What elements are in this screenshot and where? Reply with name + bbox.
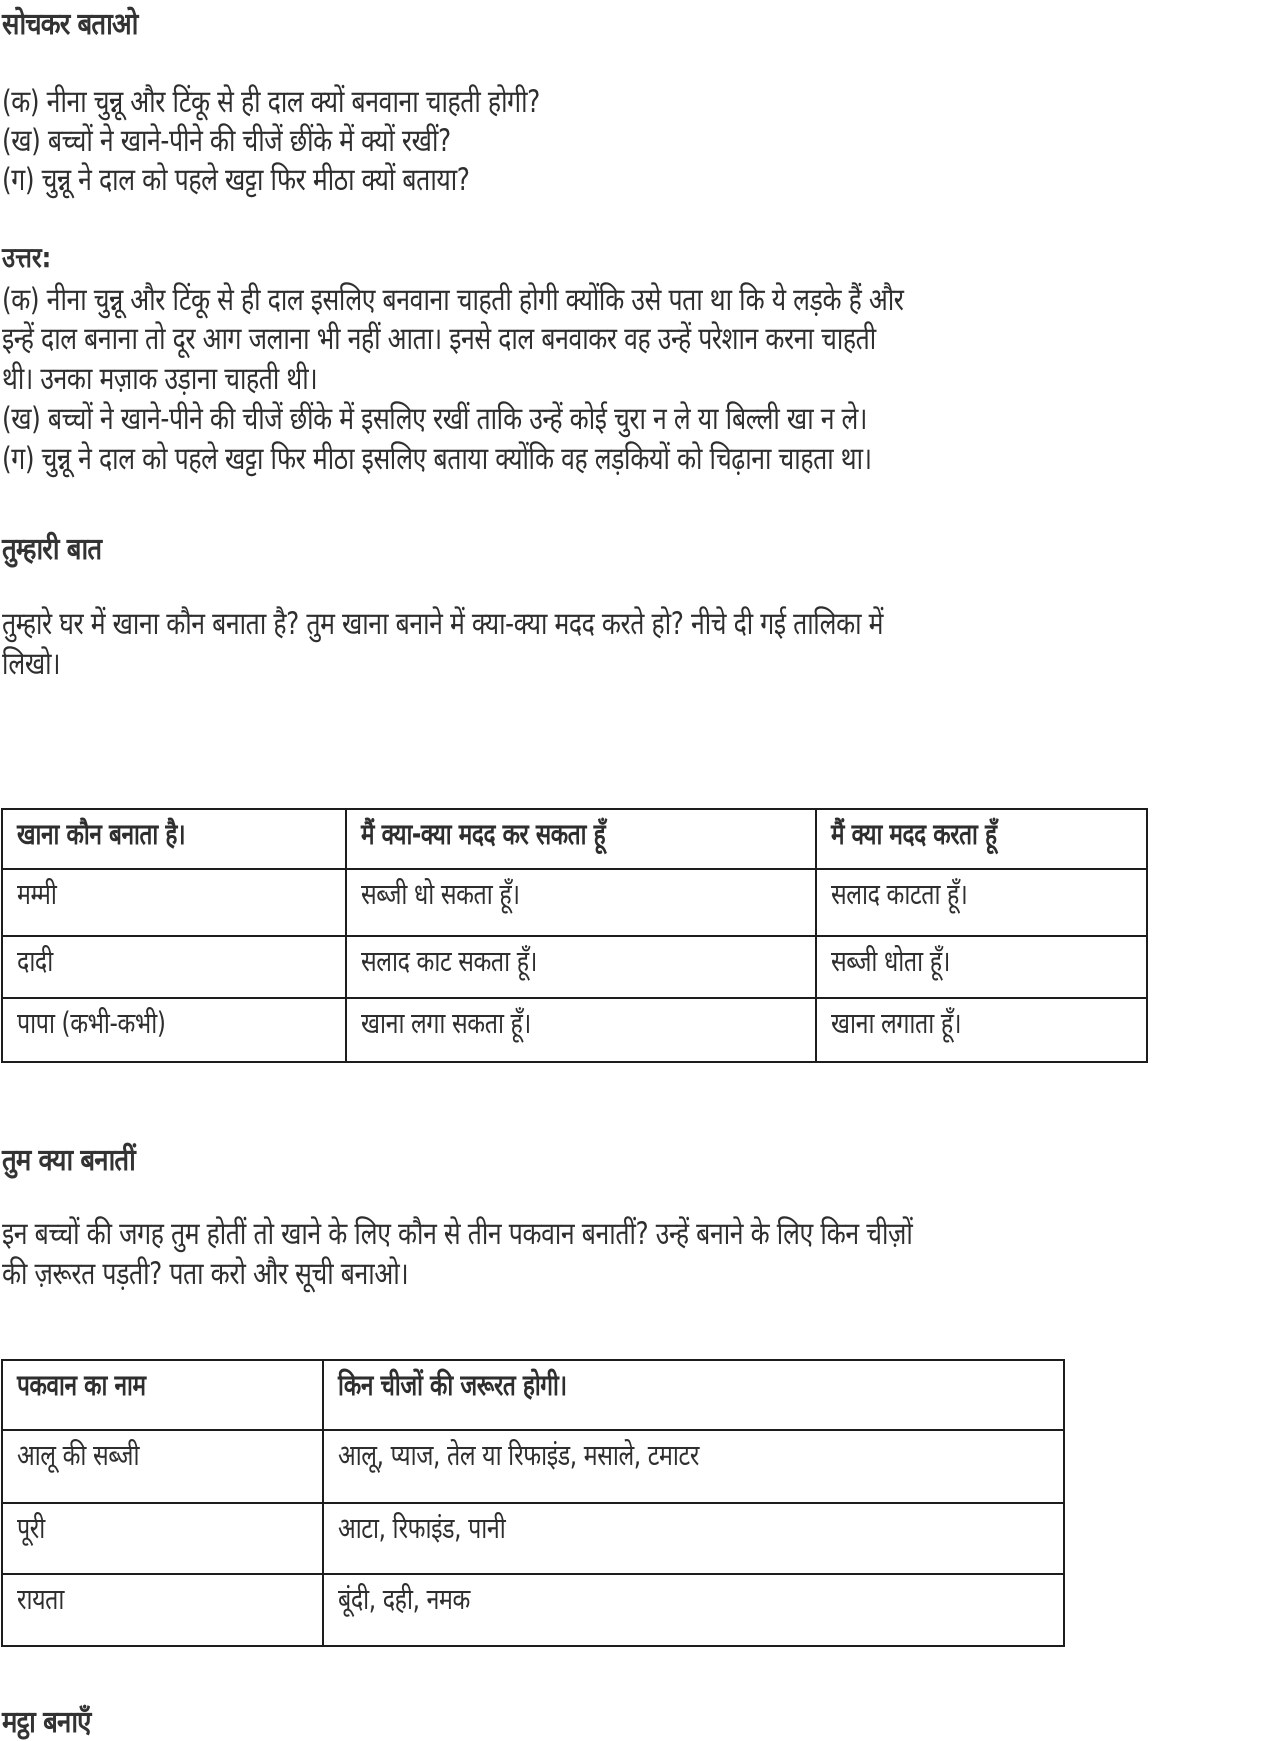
- table-header-cell: खाना कौन बनाता है।: [2, 809, 346, 869]
- table-cell: दादी: [2, 936, 346, 998]
- table-cell: आलू की सब्जी: [2, 1430, 323, 1503]
- table-row: [2, 936, 1147, 998]
- table-cell: खाना लगा सकता हूँ।: [346, 998, 815, 1062]
- table-header-row: [2, 1360, 1064, 1430]
- table-row: [2, 1503, 1064, 1574]
- question-kha: (ख) बच्चों ने खाने-पीने की चीजें छींके में क्यों रखीं?: [2, 123, 451, 159]
- table-cell: आटा, रिफाइंड, पानी: [323, 1503, 1064, 1574]
- prompt-line: लिखो।: [2, 646, 61, 682]
- table-cell: सलाद काटता हूँ।: [816, 869, 1147, 936]
- table-cell: रायता: [2, 1574, 323, 1646]
- table-header-cell: किन चीजों की जरूरत होगी।: [323, 1360, 1064, 1430]
- question-ga: (ग) चुन्नू ने दाल को पहले खट्टा फिर मीठा क्यों बताया?: [2, 162, 470, 198]
- table-row: [2, 1574, 1064, 1646]
- prompt-line: की ज़रूरत पड़ती? पता करो और सूची बनाओ।: [2, 1256, 409, 1292]
- section-heading-your-talk: तुम्हारी बात: [2, 532, 102, 567]
- section-heading-think-and-tell: सोचकर बताओ: [2, 7, 138, 42]
- prompt-line: तुम्हारे घर में खाना कौन बनाता है? तुम खाना बनाने में क्या-क्या मदद करते हो? नीचे दी गई तालिका में: [2, 606, 884, 642]
- helpers-table: [1, 808, 1148, 1063]
- answer-line: (ग) चुन्नू ने दाल को पहले खट्टा फिर मीठा इसलिए बताया क्योंकि वह लड़कियों को चिढ़ाना चाहता था।: [2, 441, 872, 477]
- table-cell: सलाद काट सकता हूँ।: [346, 936, 815, 998]
- table-row: [2, 998, 1147, 1062]
- answer-line: (ख) बच्चों ने खाने-पीने की चीजें छींके में इसलिए रखीं ताकि उन्हें कोई चुरा न ले या बिल्ली खा न ले।: [2, 401, 867, 437]
- table-cell: खाना लगाता हूँ।: [816, 998, 1147, 1062]
- table-row: [2, 1430, 1064, 1503]
- prompt-line: इन बच्चों की जगह तुम होतीं तो खाने के लिए कौन से तीन पकवान बनातीं? उन्हें बनाने के लिए किन चीज़ों: [2, 1216, 913, 1252]
- table-row: [2, 869, 1147, 936]
- table-header-row: [2, 809, 1147, 869]
- answer-line: इन्हें दाल बनाना तो दूर आग जलाना भी नहीं आता। इनसे दाल बनवाकर वह उन्हें परेशान करना चाहती: [2, 321, 876, 357]
- table-cell: पापा (कभी-कभी): [2, 998, 346, 1062]
- answer-line: थी। उनका मज़ाक उड़ाना चाहती थी।: [2, 361, 318, 397]
- table-header-cell: मैं क्या-क्या मदद कर सकता हूँ: [346, 809, 815, 869]
- table-cell: बूंदी, दही, नमक: [323, 1574, 1064, 1646]
- table-cell: पूरी: [2, 1503, 323, 1574]
- table-cell: सब्जी धो सकता हूँ।: [346, 869, 815, 936]
- table-cell: मम्मी: [2, 869, 346, 936]
- answer-label: उत्तर:: [2, 241, 52, 274]
- table-cell: आलू, प्याज, तेल या रिफाइंड, मसाले, टमाटर: [323, 1430, 1064, 1503]
- table-header-cell: मैं क्या मदद करता हूँ: [816, 809, 1147, 869]
- table-header-cell: पकवान का नाम: [2, 1360, 323, 1430]
- section-heading-what-would-you-make: तुम क्या बनातीं: [2, 1143, 135, 1178]
- table-cell: सब्जी धोता हूँ।: [816, 936, 1147, 998]
- section-heading-make-buttermilk: मट्ठा बनाएँ: [2, 1705, 91, 1740]
- answer-line: (क) नीना चुन्नू और टिंकू से ही दाल इसलिए बनवाना चाहती होगी क्योंकि उसे पता था कि ये लड़के हैं और: [2, 282, 904, 318]
- question-ka: (क) नीना चुन्नू और टिंकू से ही दाल क्यों बनवाना चाहती होगी?: [2, 84, 540, 120]
- dishes-table: [1, 1359, 1065, 1647]
